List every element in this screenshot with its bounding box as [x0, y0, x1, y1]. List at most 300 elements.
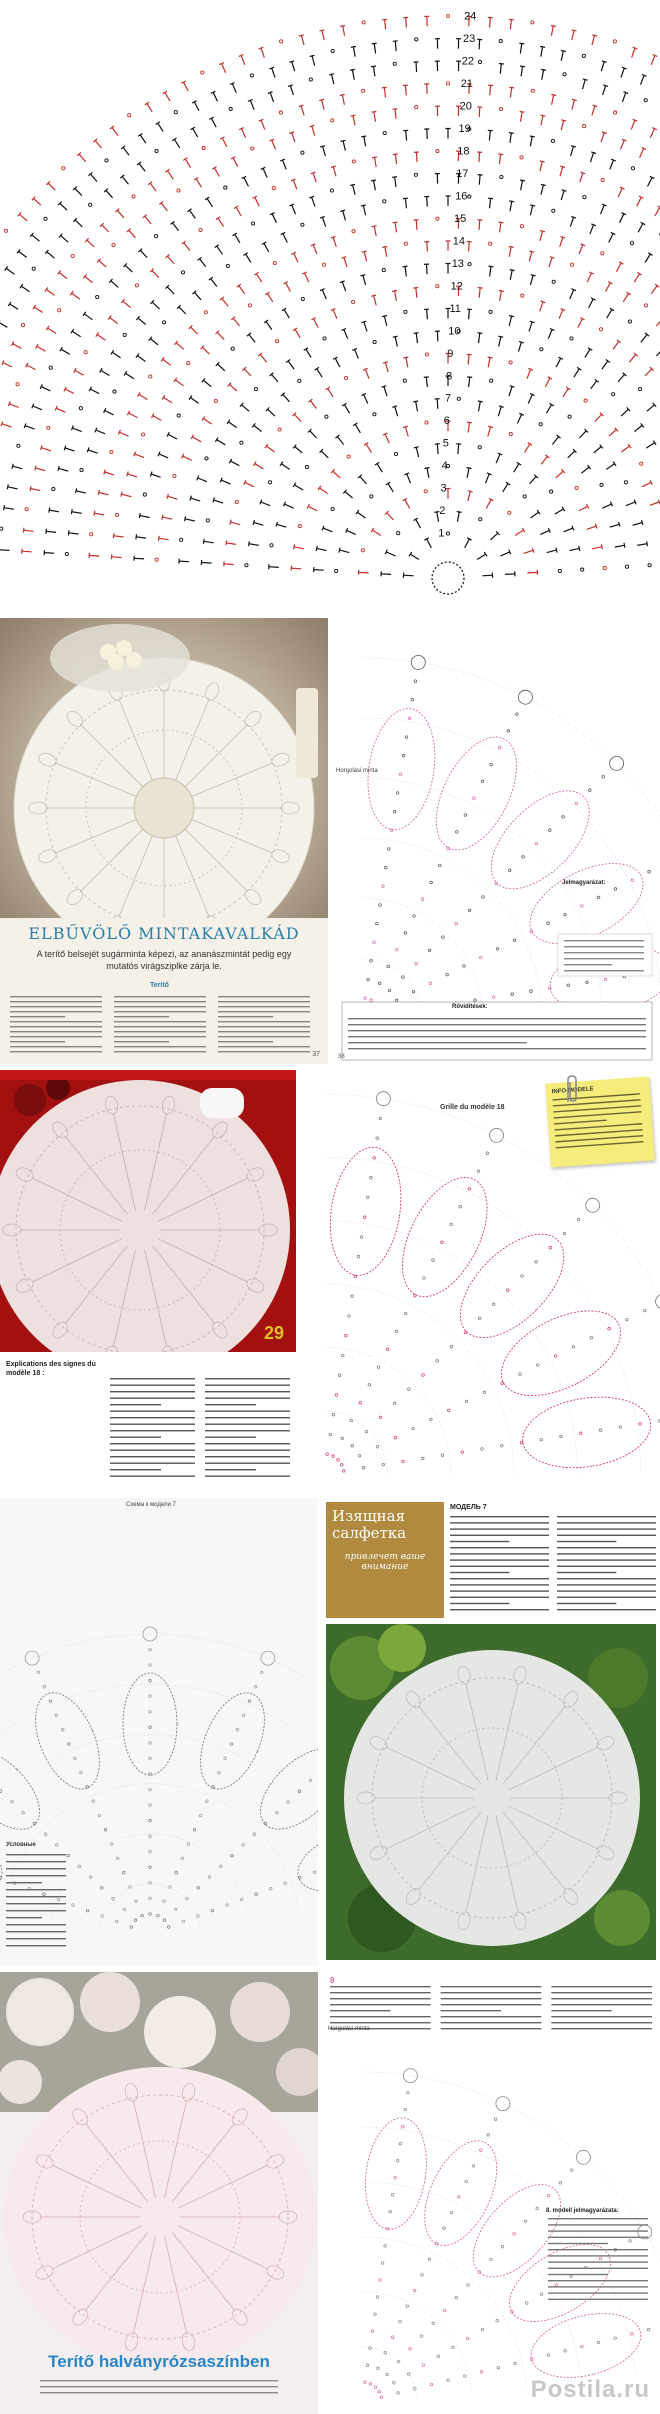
- stitch-dc-top: [509, 316, 514, 317]
- stitch-dc: [96, 430, 105, 434]
- stitch-chain: [584, 399, 587, 402]
- stitch-dc: [217, 332, 224, 339]
- stitch-chain: [248, 304, 251, 307]
- stitch-dc: [374, 66, 375, 76]
- fan-stitch: [186, 1897, 189, 1900]
- fan-stitch: [413, 915, 416, 918]
- fan-stitch: [332, 1413, 335, 1416]
- stitch-dc: [353, 185, 355, 195]
- fan-stitch: [366, 2364, 369, 2367]
- stitch-dc: [632, 48, 635, 58]
- fan-stitch: [335, 1394, 338, 1397]
- fan-stitch: [248, 1700, 251, 1703]
- stitch-dc: [366, 444, 371, 453]
- fan-stitch: [560, 1435, 563, 1438]
- stitch-chain: [252, 222, 255, 225]
- fan-stitch: [116, 1857, 119, 1860]
- fan-stitch: [377, 2367, 380, 2370]
- text-line: [450, 1597, 549, 1598]
- text-line: [551, 2022, 652, 2023]
- fan-stitch: [525, 2302, 528, 2305]
- stitch-dc: [384, 88, 385, 98]
- stitch-dc: [530, 275, 533, 285]
- stitch-dc: [363, 275, 366, 285]
- row2-legend-title: Explications des signes du modèle 18 :: [6, 1361, 96, 1377]
- row1-right-page-number: 38: [338, 1054, 345, 1060]
- fan-ring: [362, 2292, 472, 2391]
- text-line: [10, 1021, 102, 1022]
- stitch-dc: [229, 384, 237, 391]
- stitch-dc: [281, 464, 289, 470]
- row1-right-diagram: [332, 618, 660, 1064]
- stitch-dc: [479, 107, 480, 117]
- text-line: [6, 1938, 66, 1939]
- stitch-dc: [650, 502, 659, 505]
- stitch-dc: [521, 66, 522, 76]
- fan-stitch: [639, 1423, 642, 1426]
- row2-doily-photo: [0, 1070, 296, 1352]
- stitch-chain: [47, 426, 50, 429]
- text-line: [551, 2016, 652, 2017]
- round-number-4: 4: [441, 460, 448, 473]
- text-line: [441, 1992, 542, 1993]
- fan-stitch: [559, 2182, 562, 2185]
- text-line: [6, 1910, 66, 1911]
- stitch-dc-top: [268, 92, 273, 94]
- row4-right-page: [322, 1972, 660, 2414]
- fan-stitch: [648, 870, 651, 873]
- stitch-dc: [374, 44, 375, 54]
- stitch-dc: [615, 545, 625, 547]
- stitch-dc: [541, 185, 543, 195]
- stitch-chain: [5, 229, 8, 232]
- stitch-dc: [467, 468, 469, 478]
- stitch-dc: [290, 86, 293, 96]
- stitch-dc: [333, 310, 337, 319]
- stitch-dc: [490, 85, 491, 95]
- stitch-dc-top: [351, 46, 356, 47]
- stitch-chain: [305, 466, 308, 469]
- stitch-dc: [291, 568, 301, 569]
- stitch-dc: [531, 512, 539, 518]
- fan-stitch: [536, 2207, 539, 2210]
- fan-stitch: [112, 1897, 115, 1900]
- fan-rim: [518, 690, 532, 704]
- stitch-dc: [270, 93, 273, 102]
- stitch-dc: [129, 230, 136, 237]
- stitch-dc: [213, 92, 217, 101]
- stitch-chain: [570, 337, 573, 340]
- stitch-dc: [284, 310, 289, 319]
- stitch-dc: [221, 480, 230, 484]
- stitch-dc: [184, 243, 190, 251]
- fan-stitch: [397, 2392, 400, 2395]
- stitch-dc: [579, 506, 588, 511]
- stitch-dc: [621, 409, 628, 416]
- fan-stitch: [329, 1433, 332, 1436]
- stitch-dc: [437, 399, 438, 409]
- stitch-dc-top: [382, 19, 387, 20]
- stitch-dc-top: [8, 402, 10, 407]
- stitch-dc: [646, 443, 654, 448]
- stitch-dc: [479, 152, 480, 162]
- row1-doily-photo: [0, 618, 328, 918]
- stitch-dc: [510, 201, 512, 211]
- fan-stitch: [577, 1218, 580, 1221]
- stitch-chain: [489, 242, 492, 245]
- stitch-dc-top: [46, 529, 47, 534]
- row4-model-number: 8: [330, 1976, 335, 1985]
- fan-stitch: [407, 2373, 410, 2376]
- text-line: [450, 1603, 509, 1604]
- stitch-dc: [150, 183, 156, 191]
- stitch-dc: [527, 572, 537, 573]
- stitch-dc: [200, 259, 206, 267]
- stitch-dc-top: [414, 447, 419, 448]
- stitch-dc: [606, 283, 611, 292]
- fan-stitch: [477, 1170, 480, 1173]
- stitch-dc: [244, 178, 249, 187]
- text-line: [10, 1001, 102, 1002]
- fan-stitch: [309, 1779, 312, 1782]
- text-line: [548, 2292, 648, 2293]
- stitch-dc: [545, 378, 550, 387]
- stitch-chain: [309, 78, 312, 81]
- stitch-dc: [601, 205, 605, 214]
- fan-stitch: [412, 991, 415, 994]
- stitch-dc-top: [329, 74, 334, 75]
- stitch-chain: [362, 89, 365, 92]
- stitch-chain: [628, 320, 631, 323]
- stitch-chain: [478, 60, 481, 63]
- stitch-dc: [579, 245, 583, 254]
- stitch-dc: [41, 448, 51, 451]
- stitch-dc-top: [342, 257, 347, 259]
- stitch-dc: [295, 329, 300, 338]
- stitch-dc-top: [393, 154, 398, 155]
- stitch-dc-top: [341, 140, 346, 141]
- text-line: [551, 1998, 652, 1999]
- stitch-dc: [112, 557, 122, 558]
- stitch-dc: [489, 131, 490, 141]
- stitch-dc: [218, 364, 225, 371]
- stitch-dc: [286, 283, 291, 292]
- stitch-dc: [395, 177, 396, 187]
- stitch-dc: [191, 327, 198, 334]
- stitch-dc-top: [561, 237, 566, 239]
- fan-stitch: [253, 1833, 256, 1836]
- stitch-chain: [509, 433, 512, 436]
- stitch-dc: [629, 354, 635, 362]
- stitch-dc-top: [551, 26, 556, 27]
- stitch-dc: [49, 510, 59, 512]
- stitch-dc: [194, 292, 201, 300]
- stitch-dc: [193, 128, 198, 137]
- stitch-dc: [353, 116, 355, 126]
- fan-stitch: [447, 1409, 450, 1412]
- text-line: [6, 1854, 66, 1855]
- stitch-dc: [136, 537, 146, 538]
- stitch-dc-top: [259, 47, 264, 49]
- stitch-chain: [550, 490, 553, 493]
- stitch-dc: [479, 401, 481, 411]
- fan-rim: [403, 2069, 417, 2083]
- text-line: [205, 1417, 290, 1418]
- fan-stitch: [236, 1728, 239, 1731]
- fan-stitch: [472, 2165, 475, 2168]
- stitch-dc: [147, 104, 152, 112]
- text-line: [450, 1578, 549, 1579]
- fan-stitch: [428, 949, 431, 952]
- stitch-dc: [308, 506, 317, 511]
- fan-pineapple: [322, 1142, 410, 1280]
- stitch-dc: [196, 179, 201, 187]
- text-line: [114, 1036, 206, 1037]
- fan-stitch: [43, 1685, 46, 1688]
- stitch-chain: [177, 414, 180, 417]
- stitch-chain: [382, 269, 385, 272]
- stitch-dc-top: [382, 316, 387, 317]
- fan-pineapple: [474, 774, 606, 906]
- stitch-dc: [521, 112, 523, 122]
- round-number-6: 6: [443, 415, 450, 428]
- stitch-dc: [231, 522, 241, 525]
- stitch-dc: [591, 381, 597, 389]
- stitch-dc: [328, 388, 333, 397]
- fan-stitch: [599, 1429, 602, 1432]
- stitch-dc-top: [531, 275, 536, 276]
- fan-stitch: [631, 879, 634, 882]
- text-line: [564, 952, 644, 953]
- stitch-dc-top: [550, 257, 555, 259]
- fan-stitch: [80, 1771, 83, 1774]
- fan-stitch: [537, 1364, 540, 1367]
- stitch-dc: [416, 333, 417, 343]
- fan-stitch: [130, 1926, 133, 1929]
- fan-stitch: [483, 1391, 486, 1394]
- stitch-dc: [561, 191, 564, 201]
- fan-stitch: [408, 717, 411, 720]
- stitch-dc: [634, 274, 639, 282]
- row3-legend-symbols: [6, 1850, 76, 1960]
- text-line: [218, 996, 310, 997]
- stitch-dc: [357, 512, 365, 518]
- fan-stitch: [452, 2346, 455, 2349]
- fan-stitch: [385, 866, 388, 869]
- fan-stitch: [92, 1800, 95, 1803]
- text-line: [110, 1450, 195, 1451]
- stitch-dc: [385, 362, 388, 372]
- fan-stitch: [570, 2275, 573, 2278]
- stitch-dc: [190, 210, 196, 218]
- stitch-dc: [46, 290, 54, 296]
- fan-pineapple: [0, 1734, 54, 1844]
- stitch-dc: [21, 286, 29, 292]
- stitch-dc: [261, 48, 264, 58]
- stitch-chain: [581, 568, 584, 571]
- fan-stitch: [508, 869, 511, 872]
- fan-stitch: [481, 1448, 484, 1451]
- stitch-dc: [185, 159, 190, 167]
- stitch-dc-top: [488, 198, 493, 199]
- stitch-dc: [87, 240, 94, 247]
- stitch-dc-top: [320, 146, 325, 147]
- stitch-dc-top: [372, 43, 377, 44]
- stitch-dc: [458, 512, 460, 522]
- fan-stitch: [474, 999, 477, 1002]
- row1-left-page: [0, 618, 328, 1064]
- stitch-chain: [155, 558, 158, 561]
- stitch-dc: [140, 250, 147, 257]
- row3-magazine-subtitle: привлечет ваше внимание: [344, 1552, 426, 1572]
- stitch-dc: [405, 267, 406, 277]
- fan-stitch: [422, 1374, 425, 1377]
- text-line: [6, 1882, 42, 1883]
- fan-stitch: [458, 2196, 461, 2199]
- fan-stitch: [402, 976, 405, 979]
- row4-left-page: [0, 1972, 318, 2414]
- fan-stitch: [450, 1345, 453, 1348]
- row1-subtitle: A terítő belsejét sugárminta képezi, az ananászmintát pedig egy mutatós virágsziplke zárja le.: [36, 949, 292, 971]
- stitch-chain: [226, 264, 229, 267]
- stitch-chain: [204, 311, 207, 314]
- fan-stitch: [464, 814, 467, 817]
- stitch-dc: [22, 551, 32, 552]
- fan-stitch: [374, 2386, 377, 2389]
- stitch-dc: [4, 508, 14, 510]
- stitch-dc: [267, 294, 272, 302]
- stitch-dc-top: [393, 336, 398, 337]
- fan-stitch: [450, 1223, 453, 1226]
- stitch-chain: [163, 321, 166, 324]
- stitch-dc-top: [41, 445, 43, 450]
- stitch-dc: [333, 237, 336, 247]
- stitch-chain: [105, 159, 108, 162]
- stitch-dc: [323, 528, 332, 532]
- fan-stitch: [406, 2305, 409, 2308]
- stitch-chain: [394, 452, 397, 455]
- stitch-dc: [479, 333, 480, 343]
- stitch-dc-top: [72, 426, 74, 431]
- text-line: [205, 1430, 290, 1431]
- stitch-chain: [404, 310, 407, 313]
- stitch-dc: [242, 129, 246, 138]
- stitch-dc: [360, 476, 367, 484]
- stitch-chain: [539, 423, 542, 426]
- text-line: [548, 2261, 648, 2262]
- stitch-dc-top: [499, 222, 504, 223]
- stitch-dc-top: [362, 321, 367, 323]
- fan-ring: [362, 2127, 636, 2375]
- stitch-chain: [202, 147, 205, 150]
- stitch-chain: [251, 147, 254, 150]
- stitch-dc: [59, 468, 69, 471]
- stitch-dc: [601, 62, 604, 72]
- text-line: [218, 1006, 310, 1007]
- stitch-dc-top: [509, 133, 514, 134]
- text-line: [348, 1042, 527, 1043]
- stitch-dc: [395, 41, 396, 51]
- stitch-chain: [551, 139, 554, 142]
- stitch-chain: [298, 379, 301, 382]
- fan-stitch: [341, 1464, 344, 1467]
- fan-stitch: [369, 2347, 372, 2350]
- row1-right-page: [332, 618, 660, 1064]
- fan-stitch: [163, 1900, 166, 1903]
- fan-stitch: [378, 982, 381, 985]
- stitch-dc: [387, 513, 394, 520]
- stitch-dc-top: [319, 99, 324, 100]
- fan-stitch: [167, 1926, 170, 1929]
- stitch-chain: [468, 195, 471, 198]
- stitch-dc: [292, 205, 296, 214]
- stitch-dc-top: [310, 55, 315, 56]
- center-ring: [432, 562, 464, 594]
- text-line: [557, 1590, 656, 1591]
- stitch-dc: [0, 322, 7, 327]
- stitch-dc: [345, 492, 353, 498]
- fan-stitch: [407, 2091, 410, 2094]
- stitch-chain: [272, 187, 275, 190]
- fan-stitch: [11, 1801, 14, 1804]
- stitch-dc: [310, 431, 317, 438]
- stitch-dc: [405, 85, 406, 95]
- stitch-chain: [414, 173, 417, 176]
- fan-stitch: [549, 1246, 552, 1249]
- stitch-dc: [541, 47, 543, 57]
- text-line: [348, 1030, 646, 1031]
- stitch-dc: [542, 70, 544, 80]
- stitch-dc: [249, 335, 255, 343]
- stitch-dc: [231, 461, 240, 466]
- stitch-dc: [589, 299, 594, 308]
- stitch-dc: [622, 93, 625, 102]
- stitch-dc: [266, 446, 274, 452]
- stitch-chain: [135, 284, 138, 287]
- stitch-dc-top: [425, 468, 430, 469]
- text-line: [330, 2022, 431, 2023]
- stitch-dc-top: [424, 377, 429, 378]
- stitch-dc: [217, 246, 223, 254]
- text-line: [564, 940, 644, 941]
- round-number-14: 14: [452, 235, 466, 248]
- stitch-dc-top: [467, 468, 472, 469]
- stitch-dc: [261, 502, 270, 506]
- stitch-dc-top: [393, 41, 398, 42]
- stitch-dc: [381, 574, 391, 575]
- text-line: [564, 958, 644, 959]
- fan-stitch: [44, 1833, 47, 1836]
- row2-sticky-title: INFO-MODELE: [551, 1086, 594, 1096]
- stitch-dc: [427, 539, 432, 548]
- stitch-chain: [601, 178, 604, 181]
- stitch-dc-top: [213, 498, 215, 503]
- stitch-dc-top: [361, 205, 366, 206]
- stitch-dc-top: [158, 536, 159, 541]
- fan-stitch: [123, 1908, 126, 1911]
- stitch-dc: [117, 210, 124, 218]
- round-number-15: 15: [454, 212, 467, 225]
- stitch-dc-top: [76, 488, 77, 493]
- stitch-dc: [416, 401, 418, 411]
- stitch-dc: [59, 273, 67, 279]
- stitch-chain: [345, 376, 348, 379]
- stitch-dc-top: [572, 99, 577, 100]
- stitch-dc: [561, 120, 564, 130]
- text-line: [205, 1404, 256, 1405]
- stitch-dc-top: [294, 544, 295, 549]
- stitch-chain: [123, 333, 126, 336]
